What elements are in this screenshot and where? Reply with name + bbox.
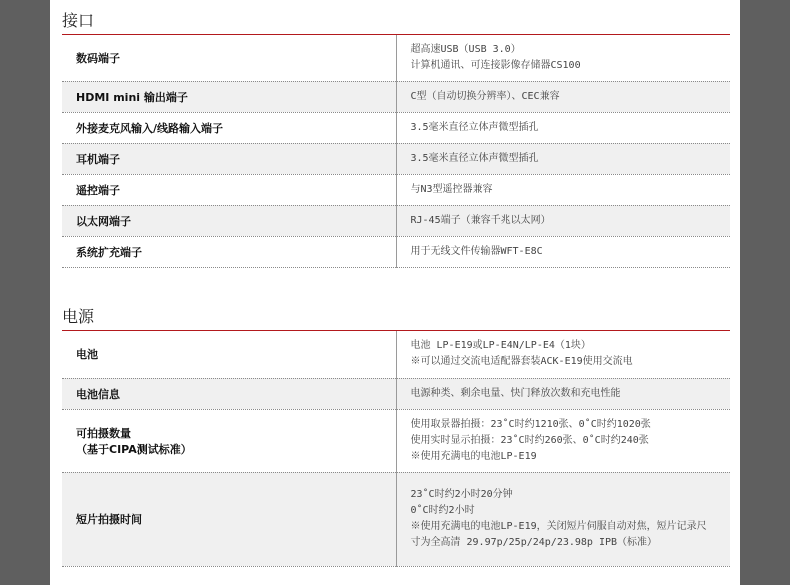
table-row xyxy=(62,205,730,236)
table-row xyxy=(62,331,730,378)
row-value: 电池 LP-E19或LP-E4N/LP-E4（1块） ※可以通过交流电适配器套装ACK-E19使用交流电 xyxy=(396,331,730,378)
table-row xyxy=(62,236,730,267)
spec-page xyxy=(50,0,740,585)
row-value: 3.5毫米直径立体声微型插孔 xyxy=(396,143,730,174)
row-value: 使用取景器拍摄：23˚C时约1210张、0˚C时约1020张 使用实时显示拍摄：23˚C时约260张、0˚C时约240张 ※使用充满电的电池LP-E19 xyxy=(396,409,730,472)
row-value: 用于无线文件传输器WFT-E8C xyxy=(396,236,730,267)
interfaces-table xyxy=(62,35,730,268)
row-value: 23˚C时约2小时20分钟 0˚C时约2小时 ※使用充满电的电池LP-E19，关闭短片伺服自动对焦，短片记录尺寸为全高清 29.97p/25p/24p/23.98p IPB（标准） xyxy=(396,472,730,566)
table-row xyxy=(62,472,730,566)
section-title-power: 电源 xyxy=(62,307,95,326)
row-label: 数码端子 xyxy=(62,35,396,81)
row-label: 外接麦克风输入/线路输入端子 xyxy=(62,112,396,143)
row-value: RJ-45端子（兼容千兆以太网） xyxy=(396,205,730,236)
row-label: 短片拍摄时间 xyxy=(62,472,396,566)
row-value: 超高速USB（USB 3.0） 计算机通讯、可连接影像存储器CS100 xyxy=(396,35,730,81)
table-row xyxy=(62,81,730,112)
table-row xyxy=(62,112,730,143)
row-label: 可拍摄数量 （基于CIPA测试标准） xyxy=(62,409,396,472)
row-label: 电池 xyxy=(62,331,396,378)
row-label: 遥控端子 xyxy=(62,174,396,205)
table-row xyxy=(62,35,730,81)
table-row xyxy=(62,378,730,409)
row-label: 耳机端子 xyxy=(62,143,396,174)
row-value: C型（自动切换分辨率）、CEC兼容 xyxy=(396,81,730,112)
row-value: 3.5毫米直径立体声微型插孔 xyxy=(396,112,730,143)
table-row xyxy=(62,409,730,472)
section-title-interfaces: 接口 xyxy=(62,11,95,30)
power-table xyxy=(62,331,730,567)
table-row xyxy=(62,143,730,174)
row-label: 系统扩充端子 xyxy=(62,236,396,267)
row-label: 以太网端子 xyxy=(62,205,396,236)
table-row xyxy=(62,174,730,205)
row-label: HDMI mini 输出端子 xyxy=(62,81,396,112)
row-value: 电源种类、剩余电量、快门释放次数和充电性能 xyxy=(396,378,730,409)
row-value: 与N3型遥控器兼容 xyxy=(396,174,730,205)
row-label: 电池信息 xyxy=(62,378,396,409)
